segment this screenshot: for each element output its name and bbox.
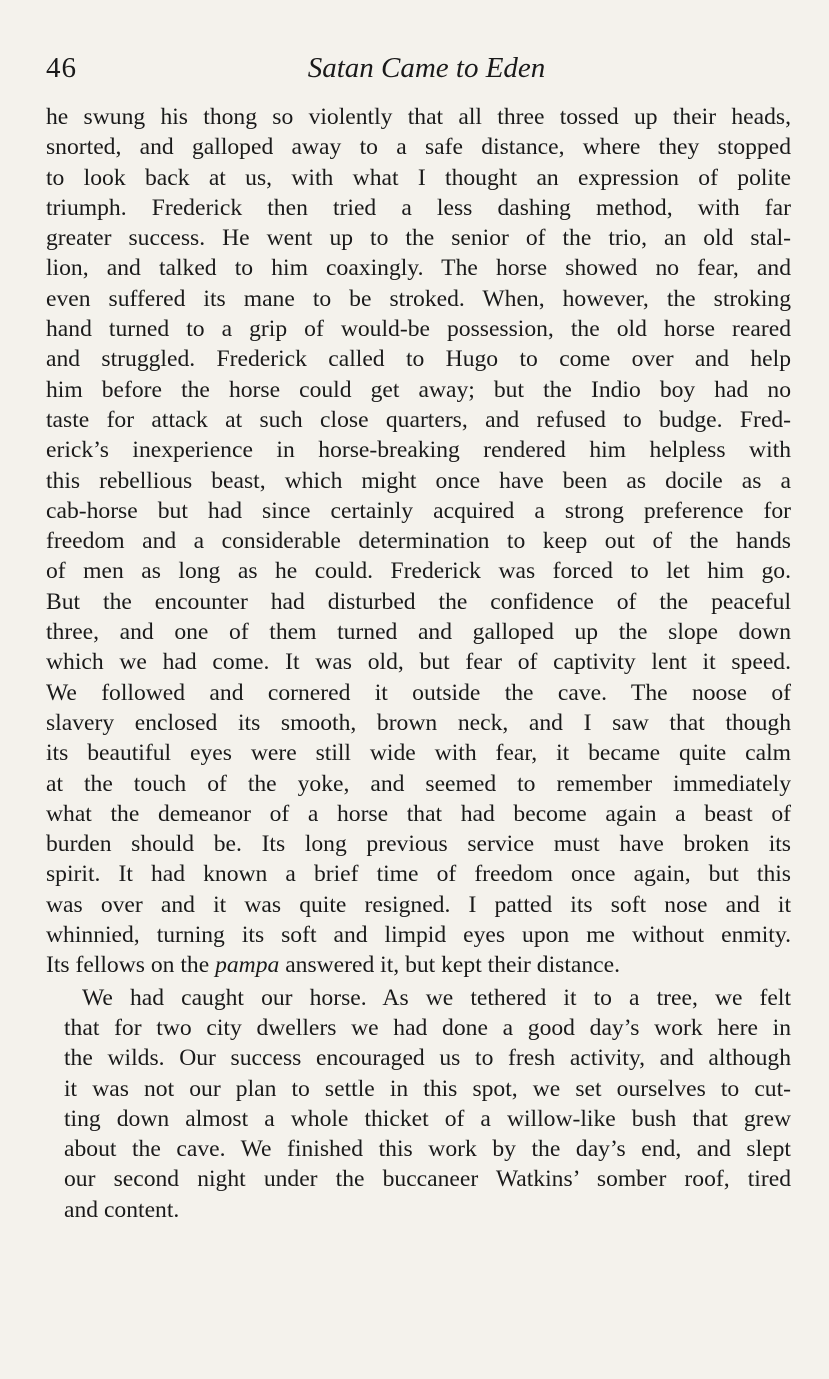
text-line: taste for attack at such close quarters, and refused to budge. Fred- [46,406,791,433]
text-line: ting down almost a whole thicket of a willow-like bush that grew [64,1105,791,1132]
text-line: him before the horse could get away; but the Indio boy had no [46,376,791,403]
page-number: 46 [46,52,77,84]
text-line: spirit. It had known a brief time of freedom once again, but this [46,861,791,888]
text-line: our second night under the buccaneer Watkins’ somber roof, tired [64,1166,791,1193]
text-line: its beautiful eyes were still wide with fear, it became quite calm [46,740,791,767]
body-text [46,102,791,1225]
text-line: and struggled. Frederick called to Hugo to come over and help [46,346,791,373]
text-line: this rebellious beast, which might once have been as docile as a [46,467,791,494]
text-line: to look back at us, with what I thought an expression of polite [46,164,791,191]
running-title: Satan Came to Eden [307,52,546,84]
text-line: whinnied, turning its soft and limpid eyes upon me without enmity. [46,922,791,949]
text-run: answered it, but kept their distance. [279,952,620,979]
text-line: burden should be. Its long previous service must have broken its [46,831,791,858]
text-line: what the demeanor of a horse that had become again a beast of [46,800,791,827]
text-line: lion, and talked to him coaxingly. The horse showed no fear, and [46,255,791,282]
text-line: hand turned to a grip of would-be possession, the old horse reared [46,316,791,343]
text-line: We had caught our horse. As we tethered it to a tree, we felt [82,984,791,1011]
running-header [46,52,791,92]
text-line: was over and it was quite resigned. I patted its soft nose and it [46,891,791,918]
text-line: freedom and a considerable determination to keep out of the hands [46,528,791,555]
paragraph-1 [46,102,791,981]
text-line: slavery enclosed its smooth, brown neck, and I saw that though [46,709,791,736]
text-line: But the encounter had disturbed the confidence of the peaceful [46,588,791,615]
text-line: of men as long as he could. Frederick was forced to let him go. [46,558,791,585]
text-line: cab-horse but had since certainly acquired a strong preference for [46,497,791,524]
text-line: he swung his thong so violently that all three tossed up their heads, [46,104,791,130]
text-line: which we had come. It was old, but fear of captivity lent it speed. [46,649,791,676]
text-line: it was not our plan to settle in this spot, we set ourselves to cut- [64,1075,791,1102]
text-line: snorted, and galloped away to a safe distance, where they stopped [46,134,791,161]
text-line: three, and one of them turned and galloped up the slope down [46,619,791,646]
text-line: erick’s inexperience in horse-breaking rendered him helpless with [46,437,791,464]
text-line: and content. [64,1196,180,1223]
text-line: the wilds. Our success encouraged us to fresh activity, and although [64,1045,791,1072]
italic-word: pampa [215,952,280,979]
text-run: Its fellows on the [46,952,216,979]
text-line [46,950,791,980]
text-line: triumph. Frederick then tried a less dashing method, with far [46,194,791,221]
text-line: at the touch of the yoke, and seemed to remember immediately [46,770,791,797]
text-line: about the cave. We finished this work by the day’s end, and slept [64,1136,791,1163]
text-line: We followed and cornered it outside the cave. The noose of [46,679,791,706]
text-line: greater success. He went up to the senior of the trio, an old stal- [46,225,791,252]
text-line: even suffered its mane to be stroked. When, however, the stroking [46,285,791,312]
paragraph-2 [46,983,791,1225]
text-line: that for two city dwellers we had done a good day’s work here in [64,1014,791,1041]
